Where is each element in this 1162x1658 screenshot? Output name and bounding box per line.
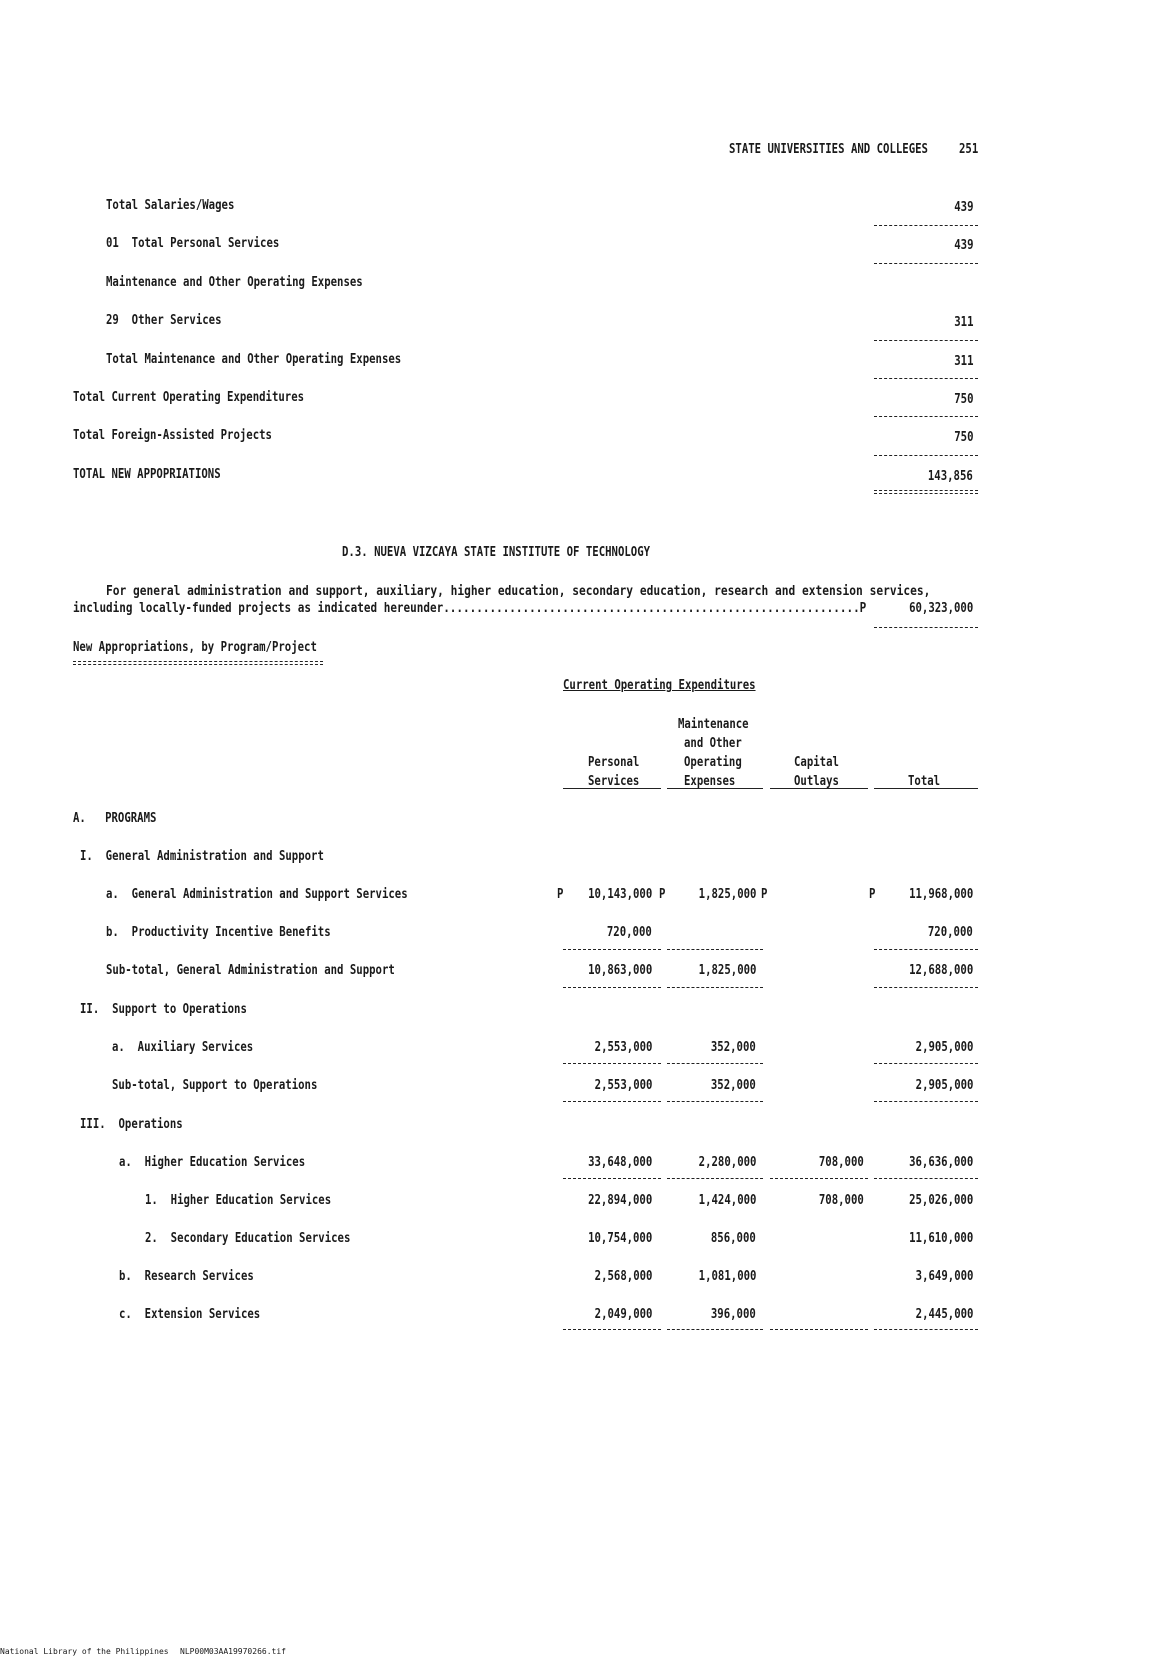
footer-library: National Library of the Philippines bbox=[0, 1647, 169, 1656]
cell-total: 2,905,000 bbox=[915, 1078, 973, 1093]
cell-ps: 10,863,000 bbox=[587, 963, 652, 978]
cell-ps: 720,000 bbox=[607, 925, 652, 940]
section-title: D.3. NUEVA VIZCAYA STATE INSTITUTE OF TECHNOLOGY bbox=[342, 545, 651, 560]
footer-file: NLP00M03AA19970266.tif bbox=[180, 1647, 286, 1656]
col-mooe-4: Expenses bbox=[684, 774, 736, 789]
cell-mooe: 1,424,000 bbox=[698, 1193, 756, 1208]
summary-label: TOTAL NEW APPOPRIATIONS bbox=[73, 467, 221, 482]
table-row-label: a. Auxiliary Services bbox=[112, 1040, 254, 1055]
col-mooe-3: Operating bbox=[684, 755, 742, 770]
table-row-label: c. Extension Services bbox=[119, 1307, 261, 1322]
page-number: 251 bbox=[959, 142, 979, 157]
cell-total: 36,636,000 bbox=[908, 1155, 973, 1170]
col-personal-2: Services bbox=[588, 774, 640, 789]
peso-sign: P bbox=[761, 887, 768, 902]
cell-mooe: 352,000 bbox=[711, 1040, 756, 1055]
table-row-label: 2. Secondary Education Services bbox=[145, 1231, 351, 1246]
col-total: Total bbox=[908, 774, 941, 789]
summary-label: Maintenance and Other Operating Expenses bbox=[106, 275, 363, 290]
cell-ps: 2,553,000 bbox=[594, 1040, 652, 1055]
cell-mooe: 396,000 bbox=[711, 1307, 756, 1322]
summary-label: 29 Other Services bbox=[106, 313, 222, 328]
cell-total: 2,445,000 bbox=[915, 1307, 973, 1322]
summary-label: Total Maintenance and Other Operating Expenses bbox=[106, 352, 402, 367]
summary-value: 439 bbox=[953, 200, 973, 215]
cell-total: 2,905,000 bbox=[915, 1040, 973, 1055]
table-row-label: b. Productivity Incentive Benefits bbox=[106, 925, 331, 940]
peso-sign: P bbox=[869, 887, 876, 902]
cell-co: 708,000 bbox=[819, 1193, 864, 1208]
col-mooe-1: Maintenance bbox=[678, 717, 749, 732]
col-mooe-2: and Other bbox=[684, 736, 742, 751]
intro-amount: 60,323,000 bbox=[908, 601, 973, 616]
cell-ps: 22,894,000 bbox=[587, 1193, 652, 1208]
cell-co: 708,000 bbox=[819, 1155, 864, 1170]
peso-sign: P bbox=[659, 887, 666, 902]
peso-sign: P bbox=[557, 887, 564, 902]
cell-total: 25,026,000 bbox=[908, 1193, 973, 1208]
summary-value: 143,856 bbox=[928, 469, 973, 484]
summary-label: Total Current Operating Expenditures bbox=[73, 390, 305, 405]
column-group-header: Current Operating Expenditures bbox=[563, 678, 756, 693]
cell-mooe: 1,825,000 bbox=[698, 887, 756, 902]
table-row-label: a. Higher Education Services bbox=[119, 1155, 306, 1170]
summary-value: 311 bbox=[953, 354, 973, 369]
intro-line-1: For general administration and support, auxiliary, higher education, secondary education, research and extension services, bbox=[106, 583, 931, 599]
summary-value: 311 bbox=[953, 315, 973, 330]
table-row-label: b. Research Services bbox=[119, 1269, 254, 1284]
summary-value: 750 bbox=[953, 392, 973, 407]
cell-ps: 2,553,000 bbox=[594, 1078, 652, 1093]
table-row-label: Sub-total, Support to Operations bbox=[112, 1078, 318, 1093]
cell-mooe: 352,000 bbox=[711, 1078, 756, 1093]
cell-mooe: 856,000 bbox=[711, 1231, 756, 1246]
cell-ps: 2,568,000 bbox=[594, 1269, 652, 1284]
col-capital-1: Capital bbox=[794, 755, 839, 770]
cell-total: 11,610,000 bbox=[908, 1231, 973, 1246]
cell-mooe: 2,280,000 bbox=[698, 1155, 756, 1170]
table-row-label: a. General Administration and Support Services bbox=[106, 887, 408, 902]
table-row-label: Sub-total, General Administration and Support bbox=[106, 963, 395, 978]
intro-line-2: including locally-funded projects as indicated hereunder...............................................................P bbox=[73, 601, 867, 616]
table-row-label: III. Operations bbox=[80, 1117, 183, 1132]
cell-ps: 2,049,000 bbox=[594, 1307, 652, 1322]
col-capital-2: Outlays bbox=[794, 774, 839, 789]
cell-total: 12,688,000 bbox=[908, 963, 973, 978]
summary-label: 01 Total Personal Services bbox=[106, 236, 280, 251]
cell-total: 720,000 bbox=[928, 925, 973, 940]
summary-value: 439 bbox=[953, 238, 973, 253]
cell-ps: 10,754,000 bbox=[587, 1231, 652, 1246]
cell-total: 3,649,000 bbox=[915, 1269, 973, 1284]
table-row-label: II. Support to Operations bbox=[80, 1002, 247, 1017]
new-appropriations-label: New Appropriations, by Program/Project bbox=[73, 640, 317, 655]
summary-label: Total Salaries/Wages bbox=[106, 198, 235, 213]
summary-value: 750 bbox=[953, 430, 973, 445]
col-personal-1: Personal bbox=[588, 755, 640, 770]
running-header: STATE UNIVERSITIES AND COLLEGES bbox=[729, 142, 928, 157]
table-row-label: I. General Administration and Support bbox=[80, 849, 324, 864]
summary-label: Total Foreign-Assisted Projects bbox=[73, 428, 272, 443]
cell-ps: 10,143,000 bbox=[587, 887, 652, 902]
cell-mooe: 1,825,000 bbox=[698, 963, 756, 978]
table-row-label: 1. Higher Education Services bbox=[145, 1193, 332, 1208]
cell-ps: 33,648,000 bbox=[587, 1155, 652, 1170]
cell-total: 11,968,000 bbox=[908, 887, 973, 902]
cell-mooe: 1,081,000 bbox=[698, 1269, 756, 1284]
programs-heading: A. PROGRAMS bbox=[73, 811, 157, 826]
